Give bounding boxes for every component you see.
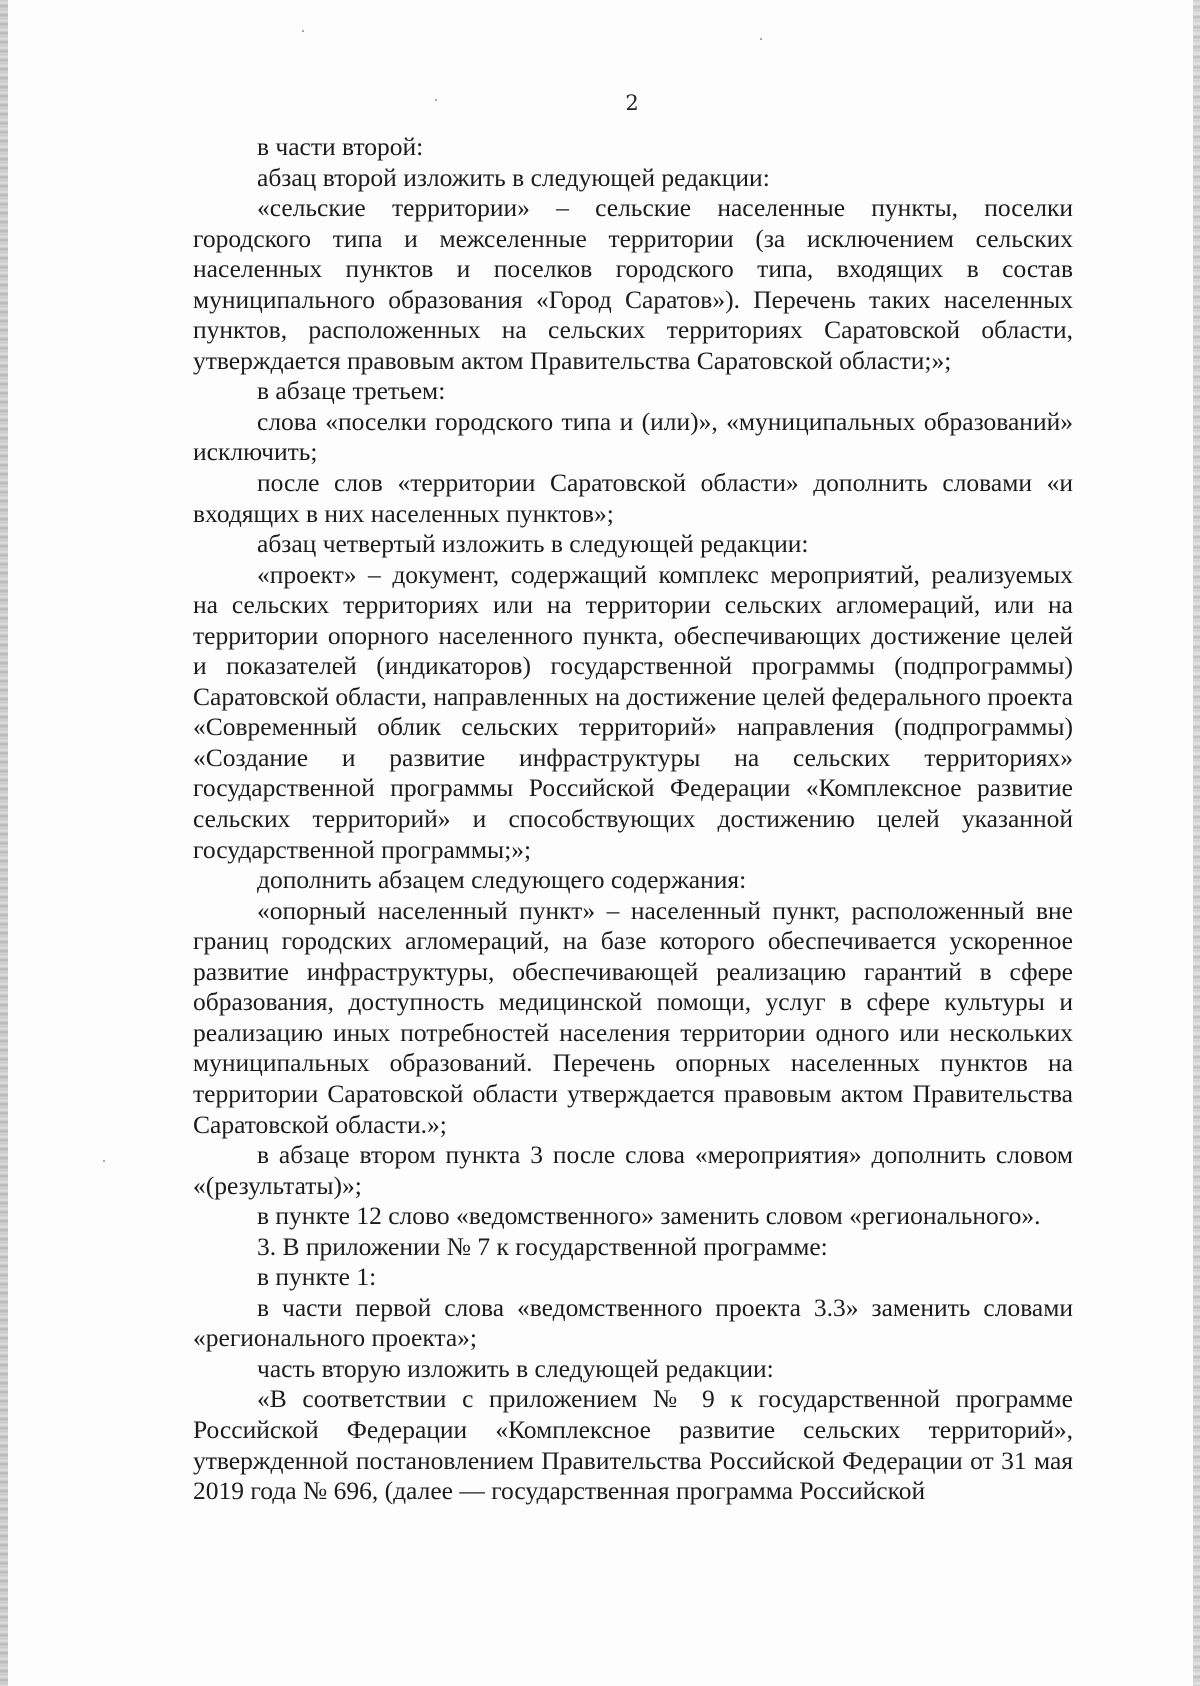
paragraph: в абзаце втором пункта 3 после слова «мероприятия» дополнить словом «(результаты)»; <box>193 1140 1073 1200</box>
paragraph: в части первой слова «ведомственного проекта 3.3» заменить словами «регионального проекта»; <box>193 1292 1073 1353</box>
paragraph: «В соответствии с приложением № 9 к государственной программе Российской Федерации «Комплексное развитие сельских территорий», утвержденной постановлением Правительства Российской Федерации от 31 мая 2019 года № 696, (далее — государственная программа Российской <box>193 1384 1073 1506</box>
scan-speck <box>302 30 304 32</box>
scan-edge-right <box>1193 0 1200 1686</box>
scan-speck <box>103 1160 105 1162</box>
page-number: 2 <box>625 91 639 115</box>
paragraph: в пункте 1: <box>257 1262 377 1292</box>
paragraph: в абзаце третьем: <box>257 376 446 406</box>
paragraph: в части второй: <box>257 132 424 161</box>
paragraph: слова «поселки городского типа и (или)», «муниципальных образований» исключить; <box>193 406 1073 467</box>
paragraph: часть вторую изложить в следующей редакции: <box>257 1353 774 1383</box>
paragraph: абзац второй изложить в следующей редакции: <box>257 162 770 192</box>
paragraph: абзац четвертый изложить в следующей редакции: <box>257 529 809 559</box>
scan-speck <box>760 38 762 40</box>
scan-edge-left <box>0 0 8 1686</box>
paragraph: «сельские территории» – сельские населенные пункты, поселки городского типа и межселенные территории (за исключением сельских населенных пунктов и поселков городского типа, входящих в состав муниципального образования «Город Саратов»). Перечень таких населенных пунктов, расположенных на сельских территориях Саратовской области, утверждается правовым актом Правительства Саратовской области;»; <box>193 193 1073 375</box>
paragraph: «проект» – документ, содержащий комплекс мероприятий, реализуемых на сельских территориях или на территории сельских агломераций, или на территории опорного населенного пункта, обеспечивающих достижение целей и показателей (индикаторов) государственной программы (подпрограммы) Саратовской области, направленных на достижение целей федерального проекта «Современный облик сельских территорий» направления (подпрограммы) «Создание и развитие инфраструктуры на сельских территориях» государственной программы Российской Федерации «Комплексное развитие сельских территорий» и способствующих достижению целей указанной государственной программы;»; <box>193 559 1073 864</box>
document-body <box>193 132 1073 1507</box>
paragraph: «опорный населенный пункт» – населенный пункт, расположенный вне границ городских агломераций, на базе которого обеспечивается ускоренное развитие инфраструктуры, обеспечивающей реализацию гарантий в сфере образования, доступность медицинской помощи, услуг в сфере культуры и реализацию иных потребностей населения территории одного или нескольких муниципальных образований. Перечень опорных населенных пунктов на территории Саратовской области утверждается правовым актом Правительства Саратовской области.»; <box>193 895 1073 1139</box>
paragraph: в пункте 12 слово «ведомственного» заменить словом «регионального». <box>257 1201 1041 1231</box>
paragraph: 3. В приложении № 7 к государственной программе: <box>257 1231 828 1261</box>
paragraph: дополнить абзацем следующего содержания: <box>257 865 747 895</box>
paragraph: после слов «территории Саратовской области» дополнить словами «и входящих в них населенных пунктов»; <box>193 468 1073 528</box>
